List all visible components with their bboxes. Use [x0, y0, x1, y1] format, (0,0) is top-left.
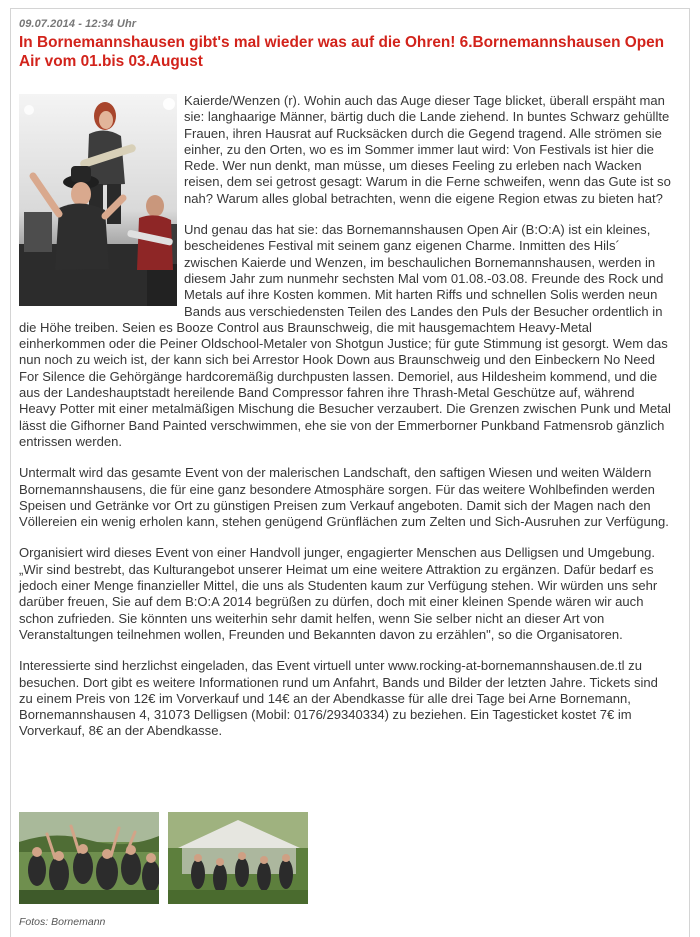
festival-tent-photo-thumbnail[interactable]: [168, 812, 308, 904]
article-paragraph: Untermalt wird das gesamte Event von der malerischen Landschaft, den saftigen Wiesen und weiten Wäldern Bornemannshausens, die für eine ganz besondere Atmosphäre sorgen. Für das weitere Wohlbefinden werden Speisen und Getränke vor Ort zu günstigen Preisen zum Verkauf angeboten. Damit sich der Magen nach den Völlereien ein wenig erholen kann, stehen genügend Grünflächen zum Zelten und Sich-Ausruhen zur Verfügung.: [19, 465, 669, 530]
article-dateline: 09.07.2014 - 12:34 Uhr: [19, 18, 137, 30]
festival-tent-image: [168, 812, 308, 904]
article-body: [19, 93, 671, 755]
photo-credit: Fotos: Bornemann: [19, 916, 106, 928]
crowd-cheering-image: [19, 812, 159, 904]
crowd-photo-thumbnail[interactable]: [19, 812, 159, 904]
band-on-stage-image: [19, 94, 177, 306]
article-paragraph: Interessierte sind herzlichst eingeladen, das Event virtuell unter www.rocking-at-bornemannshausen.de.tl zu besuchen. Dort gibt es weitere Informationen rund um Anfahrt, Bands und Bilder der letzten Jahre. Tickets sind zu einem Preis von 12€ im Vorverkauf und 14€ an der Abendkasse für alle drei Tage bei Arne Bornemann, Bornemannshausen 4, 31073 Delligsen (Mobil: 0176/29340334) zu beziehen. Ein Tagesticket kostet 7€ im Vorverkauf, 8€ an der Abendkasse.: [19, 658, 658, 739]
article-paragraph: Und genau das hat sie: das Bornemannshausen Open Air (B:O:A) ist ein kleines, bescheidenes Festival mit seinem ganz eigenen Charme. Inmitten des Hils´ zwischen Kaierde und Wenzen, im beschaulichen Bornemannshausen, werden in diesem Jahr zum nunmehr sechsten Mal vom 01.08.-03.08. Freunde des Rock und Metals auf ihre Kosten kommen. Mit harten Riffs und schnellen Solis werden neun Bands aus verschiedensten Teilen des Landes den Puls der Besucher ordentlich in die Höhe treiben. Seien es Booze Control aus Braunschweig, die mit hausgemachtem Heavy-Metal einherkommen oder die Peiner Oldschool-Metaler von Shotgun Justice; für gute Stimmung ist gesorgt. Wem das nun noch zu weich ist, der kann sich bei Arrestor Hook Down aus Braunschweig und den Einbeckern No Need For Silence die Gehörgänge hardcoremäßig durchpusten lassen. Demoriel, aus Hildesheim kommend, und die aus der Landeshauptstadt hereilende Band Compressor fahren ihre Thrash-Metal Geschütze auf, während Heavy Potter mit einer metalmäßigen Mischung die Besucher verzaubert. Die Grenzen zwischen Punk und Metal lässt die Gifhorner Band Painted verschwimmen, ehe sie von der Emmerborner Punkband Fatmensrob gänzlich entrissen werden.: [19, 222, 671, 449]
band-on-stage-photo[interactable]: [19, 94, 177, 306]
article-paragraph: Kaierde/Wenzen (r). Wohin auch das Auge dieser Tage blicket, überall erspäht man sie: langhaarige Männer, bärtig duch die Lande ziehend. In buntes Schwarz gehüllte Frauen, ihren Hausrat auf Rucksäcken durch die Gegend tragend. Alle strömen sie einher, zu den Orten, wo es im Sommer immer laut wird: Von Festivals ist hier die Rede. Wer nun denkt, man müsse, um dieses Feeling zu erleben nach Wacken reisen, dem sei getrost gesagt: Warum in die Ferne schweifen, wenn das Gute ist so nah? Warum alles global betrachten, wenn die eigene Region etwas zu bieten hat?: [184, 93, 671, 206]
article-headline: In Bornemannshausen gibt's mal wieder was auf die Ohren! 6.Bornemannshausen Open Air vom 01.bis 03.August: [19, 34, 665, 70]
article-paragraph: Organisiert wird dieses Event von einer Handvoll junger, engagierter Menschen aus Delligsen und Umgebung. „Wir sind bestrebt, das Kulturangebot unserer Heimat um eine weitere Attraktion zu ergänzen. Dafür bedarf es jedoch einer Menge finanzieller Mittel, die uns als Studenten kaum zur Verfügung stehen. Wir würden uns sehr darüber freuen, Sie auf dem B:O:A 2014 begrüßen zu dürfen, doch mit einer kleinen Spende wären wir auch schon zufrieden. Sie könnten uns weiterhin sehr damit helfen, wenn Sie selber nicht an dieser Art von Veranstaltungen teilnehmen wollen, Freunden und Bekannten davon zu erzählen", so die Organisatoren.: [19, 545, 658, 642]
